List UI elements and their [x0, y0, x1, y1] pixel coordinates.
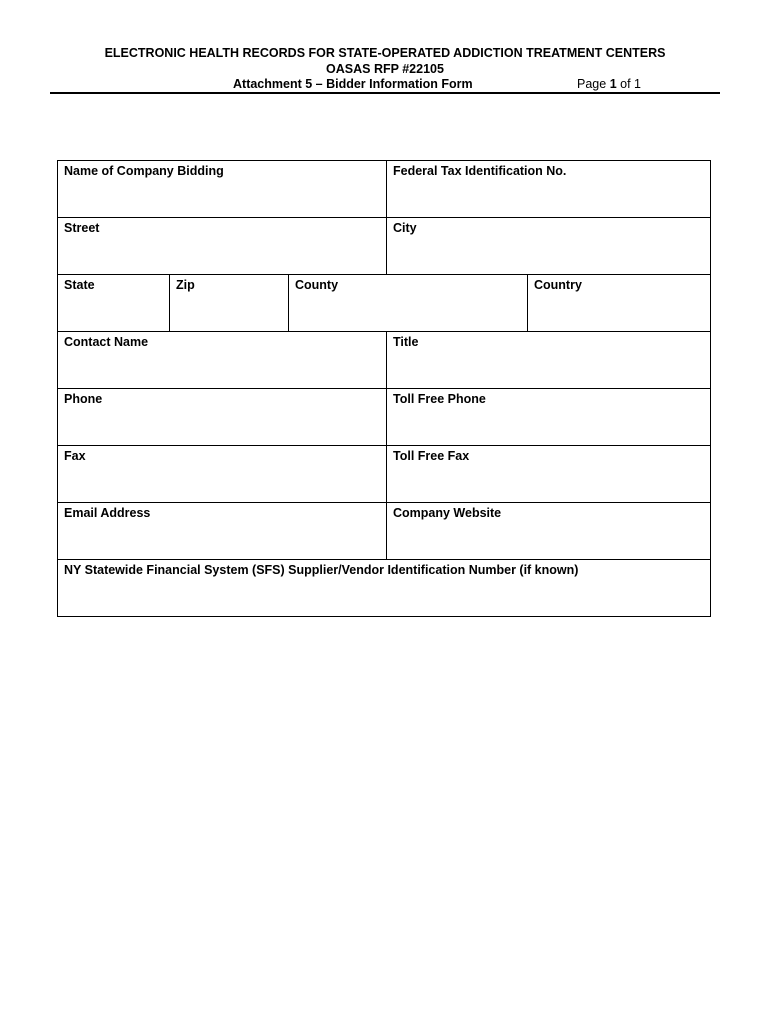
- contact-name-cell[interactable]: [58, 332, 386, 388]
- website-cell[interactable]: [386, 503, 710, 559]
- phone-field[interactable]: [62, 409, 382, 441]
- contact-name-field[interactable]: [62, 352, 382, 384]
- county-cell[interactable]: [288, 275, 527, 331]
- phone-cell[interactable]: [58, 389, 386, 445]
- email-cell[interactable]: [58, 503, 386, 559]
- website-label: Company Website: [393, 506, 502, 520]
- fax-cell[interactable]: [58, 446, 386, 502]
- page-indicator: [577, 77, 641, 92]
- page-current: 1: [609, 77, 617, 91]
- form-row-street: [58, 218, 710, 275]
- form-row-email: [58, 503, 710, 560]
- street-field[interactable]: [62, 238, 382, 270]
- sfs-vendor-id-label: NY Statewide Financial System (SFS) Supplier/Vendor Identification Number (if known): [64, 563, 579, 577]
- city-cell[interactable]: [386, 218, 710, 274]
- federal-tax-id-field[interactable]: [391, 181, 706, 213]
- toll-free-phone-label: Toll Free Phone: [393, 392, 486, 406]
- city-field[interactable]: [391, 238, 706, 270]
- company-name-label: Name of Company Bidding: [64, 164, 224, 178]
- country-label: Country: [534, 278, 582, 292]
- federal-tax-id-cell[interactable]: [386, 161, 710, 217]
- form-row-sfs: [58, 560, 710, 616]
- phone-label: Phone: [64, 392, 103, 406]
- country-field[interactable]: [532, 295, 706, 327]
- street-cell[interactable]: [58, 218, 386, 274]
- county-field[interactable]: [293, 295, 523, 327]
- document-title: ELECTRONIC HEALTH RECORDS FOR STATE-OPERATED ADDICTION TREATMENT CENTERS: [104, 46, 666, 60]
- form-row-fax: [58, 446, 710, 503]
- website-field[interactable]: [391, 523, 706, 555]
- title-field[interactable]: [391, 352, 706, 384]
- header-rule: [50, 92, 720, 94]
- toll-free-fax-field[interactable]: [391, 466, 706, 498]
- zip-cell[interactable]: [169, 275, 288, 331]
- company-name-field[interactable]: [62, 181, 382, 213]
- toll-free-fax-cell[interactable]: [386, 446, 710, 502]
- form-row-contact: [58, 332, 710, 389]
- country-cell[interactable]: [527, 275, 710, 331]
- bidder-information-form: [57, 160, 711, 617]
- form-row-location: [58, 275, 710, 332]
- toll-free-phone-field[interactable]: [391, 409, 706, 441]
- state-field[interactable]: [62, 295, 165, 327]
- email-label: Email Address: [64, 506, 151, 520]
- state-label: State: [64, 278, 95, 292]
- zip-field[interactable]: [174, 295, 284, 327]
- title-cell[interactable]: [386, 332, 710, 388]
- contact-name-label: Contact Name: [64, 335, 149, 349]
- state-cell[interactable]: [58, 275, 169, 331]
- toll-free-phone-cell[interactable]: [386, 389, 710, 445]
- form-row-phone: [58, 389, 710, 446]
- company-name-cell[interactable]: [58, 161, 386, 217]
- rfp-number: OASAS RFP #22105: [326, 62, 444, 76]
- page-suffix: of 1: [620, 77, 641, 91]
- email-field[interactable]: [62, 523, 382, 555]
- sfs-vendor-id-cell[interactable]: [58, 560, 710, 616]
- form-row-company: [58, 161, 710, 218]
- toll-free-fax-label: Toll Free Fax: [393, 449, 470, 463]
- page-prefix: Page: [577, 77, 607, 91]
- federal-tax-id-label: Federal Tax Identification No.: [393, 164, 567, 178]
- attachment-title: Attachment 5 – Bidder Information Form: [233, 77, 473, 91]
- sfs-vendor-id-field[interactable]: [62, 580, 706, 612]
- document-header: [50, 46, 720, 94]
- county-label: County: [295, 278, 339, 292]
- title-label: Title: [393, 335, 419, 349]
- city-label: City: [393, 221, 417, 235]
- street-label: Street: [64, 221, 100, 235]
- fax-field[interactable]: [62, 466, 382, 498]
- fax-label: Fax: [64, 449, 86, 463]
- zip-label: Zip: [176, 278, 195, 292]
